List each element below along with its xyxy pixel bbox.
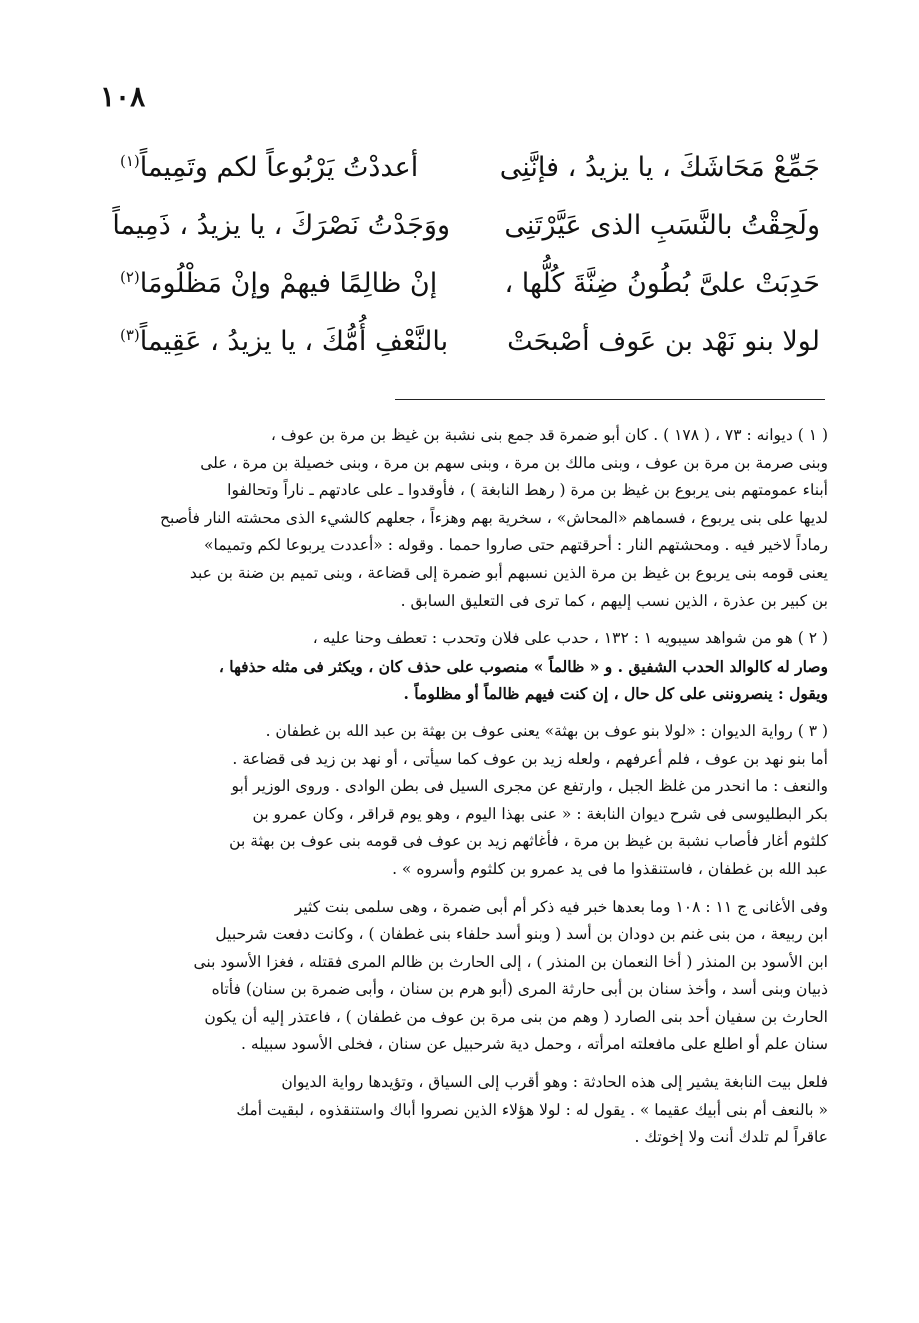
footnote-1 [116, 422, 828, 615]
footnote-2 [116, 625, 828, 653]
note-line: سنان علم أو اطلع على مافعلته امرأته ، وحمل دية شرحبيل عن سنان ، فخلى الأسود سبيله . [240, 1035, 828, 1054]
note-line: ( ١ ) ديوانه : ٧٣ ، ( ١٧٨ ) . كان أبو ضمرة قد جمع بنى نشبة بن غيظ بن مرة بن عوف ، [270, 426, 828, 444]
note-line: أبناء عمومتهم بنى يربوع بن غيظ بن مرة ( رهط النابغة ) ، فأوقدوا ـ على عادتهم ـ ناراً وتحالفوا [227, 481, 828, 500]
footnote-mark-3: (٣) [120, 325, 140, 344]
note-paragraph-conclusion [116, 1069, 828, 1152]
verse-3-first-hemistich: حَدِبَتْ علىَّ بُطُونُ ضِنَّةَ كُلُّها ، [504, 267, 820, 299]
note-line: عاقراً لم تلدك أنت ولا إخوتك . [634, 1128, 828, 1147]
poem [112, 138, 820, 370]
note-line: الحارث بن سفيان أحد بنى الصارد ( وهم من بنى مرة بن عوف من غطفان ) ، فاعتذر إليه أن يكون [204, 1007, 828, 1026]
note-line: ( ٣ ) رواية الديوان : «لولا بنو عوف بن بهثة» يعنى عوف بن بهثة بن عبد الله بن غطفان . [265, 721, 828, 740]
note-line: ويقول : ينصروننى على كل حال ، إن كنت فيهم ظالماً أو مظلوماً . [403, 684, 828, 704]
verse-3 [120, 254, 820, 312]
page-number: ١٠٨ [100, 80, 146, 113]
note-line: وفى الأغانى ج ١١ : ١٠٨ وما بعدها خبر فيه ذكر أم أبى ضمرة ، وهى سلمى بنت كثير [294, 897, 828, 916]
note-line: بكر البطليوسى فى شرح ديوان النابغة : « عنى بهذا اليوم ، وهو يوم قراقر ، وكان عمرو بن [252, 804, 828, 823]
verse-1-second-hemistich: أعددْتُ يَرْبُوعاً لكم وتَمِيماً$^{(١)}$ [120, 151, 419, 183]
note-line: بن كبير بن عذرة ، الذين نسب إليهم ، كما ترى فى التعليق السابق . [400, 591, 828, 610]
verse-4 [120, 312, 820, 370]
note-line: رماداً لاخير فيه . ومحشتهم النار : أحرقتهم حتى صاروا حمما . وقوله : «أعددت يربوعا لكم وتميما» [203, 536, 828, 555]
footnote-divider [395, 399, 825, 400]
verse-2-first-hemistich: ولَحِقْتُ بالنَّسَبِ الذى عَيَّرْتَنِى [504, 209, 820, 241]
note-line: ابن ربيعة ، من بنى غنم بن دودان بن أسد ( وبنو أسد حلفاء بنى غطفان ) ، وكانت دفعت شرحبيل [215, 925, 828, 944]
footnote-mark-2: (٢) [120, 267, 140, 286]
footnotes [116, 422, 828, 1162]
note-line: عبد الله بن غطفان ، فاستنقذوا ما فى يد عمرو بن كلثوم وأسروه » . [392, 859, 828, 878]
footnote-2-continuation [116, 653, 828, 708]
note-line: لديها على بنى يربوع ، فسماهم «المحاش» ، سخرية بهم وهزءاً ، جعلهم كالشيء الذى محشته النار فأصبح [159, 508, 828, 527]
verse-1 [120, 138, 820, 196]
verse-1-first-hemistich: جَمِّعْ مَحَاشَكَ ، يا يزيدُ ، فإنَّنِى [499, 151, 820, 183]
note-line: ( ٢ ) هو من شواهد سيبويه ١ : ١٣٢ ، حدب على فلان وتحدب : تعطف وحنا عليه ، [312, 629, 828, 648]
verse-3-second-hemistich: إنْ ظالِمًا فيهمْ وإنْ مَظْلُومَا$^{(٢)}$ [120, 267, 438, 299]
verse-2 [112, 196, 820, 254]
note-line: وبنى صرمة بن مرة بن عوف ، وبنى مالك بن مرة ، وبنى سهم بن مرة ، وبنى خصيلة بن مرة ، على [200, 453, 828, 472]
note-paragraph-aghani [116, 894, 828, 1060]
note-line: يعنى قومه بنى يربوع بن غيظ بن مرة الذين نسبهم أبو ضمرة إلى قضاعة ، وبنى تميم بن ضنة بن عبد [189, 563, 828, 582]
note-line: ذبيان وبنى أسد ، وأخذ سنان بن أبى حارثة المرى (أبو هرم بن سنان ، وأبى ضمرة بن سنان) فأتاه [211, 980, 828, 999]
note-line: ابن الأسود بن المنذر ( أخا النعمان بن المنذر ) ، إلى الحارث بن ظالم المرى فقتله ، فغزا الأسود بنى [193, 952, 828, 971]
verse-4-first-hemistich: لولا بنو نَهْد بن عَوف أصْبحَتْ [507, 325, 820, 357]
footnote-mark-1: (١) [120, 151, 140, 170]
note-line: فلعل بيت النابغة يشير إلى هذه الحادثة : وهو أقرب إلى السياق ، وتؤيدها رواية الديوان [281, 1073, 828, 1092]
note-line: كلثوم أغار فأصاب نشبة بن غيظ بن مرة ، فأغاثهم زيد بن عوف فى قومه بنى عوف بن بهثة بن [229, 832, 828, 851]
note-line: « بالنعف أم بنى أبيك عقيما » . يقول له : لولا هؤلاء الذين نصروا أباك واستنقذوه ، لبقيت أمك [236, 1100, 828, 1119]
note-line: أما بنو نهد بن عوف ، فلم أعرفهم ، ولعله زيد بن عوف كما سيأتى ، أو نهد بن زيد فى قضاعة . [232, 749, 828, 768]
footnote-3 [116, 718, 828, 884]
verse-4-second-hemistich: بالنَّعْفِ أُمُّكَ ، يا يزيدُ ، عَقِيماً$^{(٣)}$ [120, 325, 449, 357]
note-line: وصار له كالوالد الحدب الشفيق . و « ظالماً » منصوب على حذف كان ، ويكثر فى مثله حذفها ، [218, 656, 828, 676]
verse-2-second-hemistich: ووَجَدْتُ نَصْرَكَ ، يا يزيدُ ، ذَمِيماً [112, 209, 450, 241]
note-line: والنعف : ما انحدر من غلظ الجبل ، وارتفع عن مجرى السيل فى بطن الوادى . وروى الوزير أبو [231, 777, 828, 796]
